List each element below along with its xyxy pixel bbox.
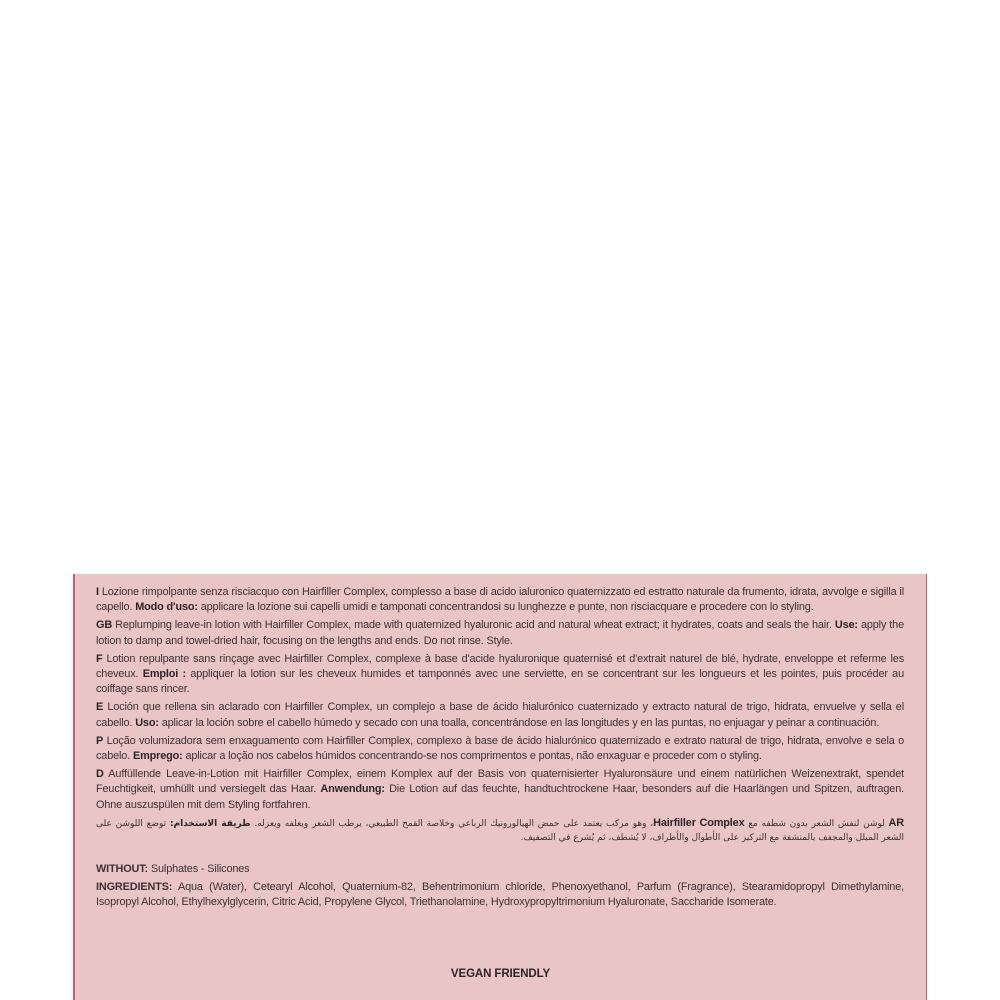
- usage-text: appliquer la lotion sur les cheveux humides et tamponnés avec une serviette, en se concentrant sur les longueurs et les pointes, puis procéder au coiffage sans rincer.: [96, 668, 904, 696]
- usage-label: Emprego:: [132, 750, 183, 763]
- paragraph-text: Lotion repulpante sans rinçage avec Hairfiller Complex, complexe à base d'acide hyaluronique quaternisé et d'extrait naturel de blé, hydrate, enveloppe et referme les cheveux.: [96, 652, 904, 681]
- language-code: I: [96, 586, 99, 598]
- vegan-friendly-badge: VEGAN FRIENDLY: [450, 968, 551, 980]
- usage-label: Modo d'uso:: [135, 601, 198, 614]
- language-code: P: [96, 734, 104, 747]
- without-line: [96, 862, 904, 877]
- paragraph-french: [96, 652, 904, 698]
- ingredients-value: Aqua (Water), Cetearyl Alcohol, Quaternium-82, Behentrimonium chloride, Phenoxyethanol, Parfum (Fragrance), Stearamidopropyl Dimethylamine, Isopropyl Alcohol, Ethylhexylglycerin, Citric Acid, Propylene Glycol, Triethanolamine, Hydroxypropyltrimonium Hyaluronate, Saccharide Isomerate.: [96, 881, 904, 909]
- label-text-block: [96, 585, 904, 913]
- paragraph-text: Replumping leave-in lotion with Hairfiller Complex, made with quaternized hyaluronic acid and natural wheat extract; it hydrates, coats and seals the hair.: [115, 619, 835, 632]
- language-code: E: [96, 701, 104, 714]
- usage-label: Anwendung:: [320, 783, 385, 796]
- usage-text: Die Lotion auf das feuchte, handtuchtrockene Haar, besonders auf die Haarlängen und Spitzen, auftragen. Ohne auszuspülen mit dem Styling fortfahren.: [96, 783, 904, 811]
- section-spacer: [96, 848, 904, 862]
- paragraph-german: [96, 767, 904, 813]
- usage-text: apply the lotion to damp and towel-dried hair, focusing on the lengths and ends. Do not rinse. Style.: [96, 619, 904, 647]
- usage-label: Use:: [834, 619, 858, 632]
- language-code: GB: [96, 619, 113, 632]
- brand-name: Hairfiller Complex: [653, 816, 745, 829]
- without-label: WITHOUT:: [96, 862, 149, 875]
- usage-text: aplicar la loción sobre el cabello húmedo y secado con una toalla, concentrándose en las longitudes y en las puntas, no enjuagar y peinar a continuación.: [158, 716, 880, 729]
- usage-label: طريقة الاستخدام:: [169, 818, 251, 829]
- usage-label: Uso:: [135, 716, 159, 729]
- ingredients-list: [96, 880, 904, 910]
- usage-text: توضع اللوشن على الشعر المبلل والمجفف بالمنشفة مع التركيز على الأطوال والأطراف، لا يُشطف، ثم يُشرع في التصفيف.: [96, 818, 904, 843]
- paragraph-text: Auffüllende Leave-in-Lotion mit Hairfiller Complex, einem Komplex auf der Basis von quaternisierter Hyaluronsäure und einem natürlichen Weizenextrakt, spendet Feuchtigkeit, umhüllt und versiegelt das Haar.: [96, 768, 904, 796]
- language-code: D: [96, 768, 104, 781]
- usage-text: applicare la lozione sui capelli umidi e tamponati concentrandosi su lunghezze e punte, non risciacquare e procedere con lo styling.: [197, 601, 814, 614]
- paragraph-spanish: [96, 700, 904, 730]
- paragraph-text: Loção volumizadora sem enxaguamento com Hairfiller Complex, complexo à base de ácido hialurónico quaternizado e extrato natural de trigo, hidrata, envolve e sela o cabelo.: [96, 734, 904, 763]
- paragraph-arabic: [96, 816, 904, 845]
- language-code: AR: [888, 816, 904, 829]
- paragraph-english: [96, 618, 904, 648]
- paragraph-portuguese: [96, 734, 904, 764]
- language-code: F: [96, 652, 103, 665]
- paragraph-italian: [96, 585, 904, 615]
- usage-label: Emploi :: [142, 668, 186, 681]
- paragraph-text: Loción que rellena sin aclarado con Hairfiller Complex, un complejo a base de ácido hialurónico cuaternizado y extracto natural de trigo, hidrata, envuelve y sella el cabello.: [96, 701, 904, 729]
- paragraph-text-continued: ، وهو مركب يعتمد على حمض الهيالورونيك الرباعي وخلاصة القمح الطبيعي، يرطب الشعر ويغلفه ويعزله.: [250, 818, 654, 829]
- paragraph-text: لوشن لنفش الشعر بدون شطفه مع: [744, 818, 885, 829]
- ingredients-label: INGREDIENTS:: [96, 881, 173, 894]
- usage-text: aplicar a loção nos cabelos húmidos concentrando-se nos comprimentos e pontas, não enxaguar e proceder com o styling.: [182, 750, 762, 763]
- paragraph-text: Lozione rimpolpante senza risciacquo con Hairfiller Complex, complesso a base di acido ialuronico quaternizzato ed estratto naturale da frumento, idrata, avvolge e sigilla il capello.: [96, 586, 904, 614]
- without-value: Sulphates - Silicones: [148, 862, 250, 875]
